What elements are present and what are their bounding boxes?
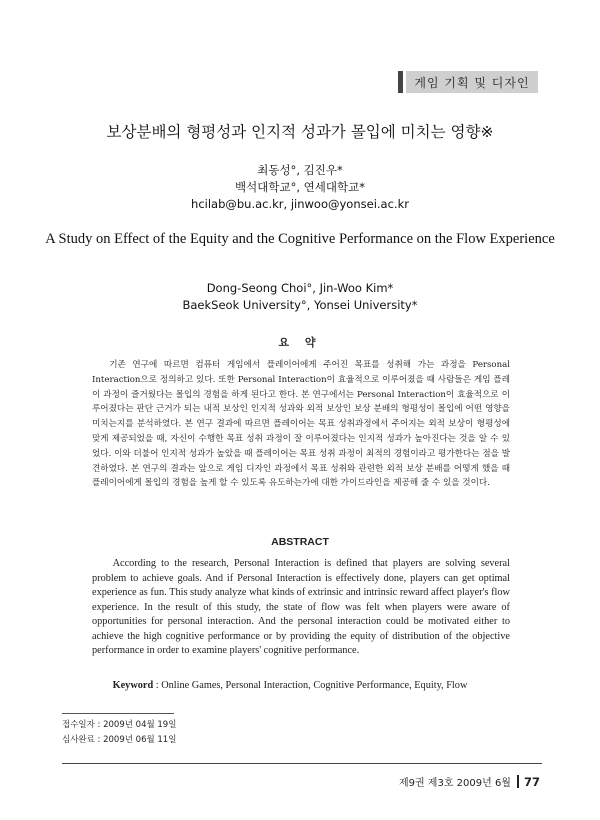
authors-english bbox=[0, 280, 600, 314]
author-affiliations-english: BaekSeok University°, Yonsei University* bbox=[182, 298, 418, 312]
page-footer bbox=[399, 774, 540, 789]
authors-korean bbox=[0, 162, 600, 213]
keywords-text: : Online Games, Personal Interaction, Cognitive Performance, Equity, Flow bbox=[153, 680, 468, 691]
paper-title-english: A Study on Effect of the Equity and the Cognitive Performance on the Flow Experience bbox=[45, 231, 555, 247]
author-names-english: Dong-Seong Choi°, Jin-Woo Kim* bbox=[206, 281, 394, 295]
footer-divider bbox=[62, 763, 542, 764]
section-tab bbox=[398, 70, 538, 94]
author-names-korean: 최동성°, 김진우* bbox=[257, 163, 343, 177]
english-abstract-body: According to the research, Personal Interaction is defined that players are solving several problem to achieve goals. And if Personal Interaction is effectively done, players can get optimal experience as fun. This study analyze what kinds of extrinsic and intrinsic reward affect player's flow experience. In the result of this study, the state of flow was felt when players were aware of opportunities for personal interaction. And the personal interaction could be motivated either to achieve the high cognitive performance or by providing the equity of distribution of the objective performance in order to examine players' cognitive performance. bbox=[92, 558, 510, 656]
journal-issue: 제9권 제3호 2009년 6월 bbox=[398, 778, 511, 789]
author-affiliations-korean: 백석대학교°, 연세대학교* bbox=[235, 180, 365, 194]
submission-dates bbox=[62, 718, 176, 748]
accepted-date: 심사완료 : 2009년 06월 11일 bbox=[62, 735, 177, 745]
keywords bbox=[92, 679, 512, 693]
page-number: 77 bbox=[523, 774, 540, 789]
section-tab-bar bbox=[398, 71, 403, 93]
footnote-divider bbox=[62, 713, 174, 714]
author-emails: hcilab@bu.ac.kr, jinwoo@yonsei.ac.kr bbox=[191, 197, 409, 211]
english-abstract-heading: ABSTRACT bbox=[271, 536, 329, 548]
korean-abstract-body: 기존 연구에 따르면 컴퓨터 게임에서 플레이어에게 주어진 목표를 성취해 가는 과정을 Personal Interaction으로 정의하고 있다. 또한 Personal Interaction이 효율적으로 이루어졌을 때 사람들은 게임 플레이 과정이 즐거웠다는 몰입의 경험을 하게 된다고 한다. 본 연구에서는 Personal Interaction이 효율적으로 이루어졌다는 판단 근거가 되는 내적 보상인 인지적 성과와 외적 보상인 보상 분배의 형평성이 몰입에 어떤 영향을 미치는지를 분석하였다. 본 연구 결과에 따르면 플레이어는 목표 성취과정에서 주어지는 외적 보상이 형평성에 맞게 제공되었을 때, 자신이 수행한 목표 성취 과정이 잘 이루어졌다는 인지적 성과가 높아진다는 것을 알 수 있었다. 이와 더불어 인지적 성과가 높았을 때 플레이어는 목표 성취 과정이 최적의 경험이라고 평가한다는 점을 발견하였다. 본 연구의 결과는 앞으로 게임 디자인 과정에서 목표 성취와 관련한 외적 보상 분배를 어떻게 했을 때 플레이어에게 몰입의 경험을 높게 할 수 있도록 유도하는가에 대한 가이드라인을 제공해 줄 수 있을 것이다. bbox=[92, 360, 510, 489]
footer-separator bbox=[517, 775, 519, 788]
korean-abstract-heading: 요 약 bbox=[278, 336, 322, 349]
keywords-label: Keyword bbox=[112, 680, 154, 691]
section-label: 게임 기획 및 디자인 bbox=[406, 71, 538, 93]
received-date: 접수일자 : 2009년 04월 19일 bbox=[62, 720, 177, 730]
paper-title-korean: 보상분배의 형평성과 인지적 성과가 몰입에 미치는 영향※ bbox=[106, 123, 494, 141]
